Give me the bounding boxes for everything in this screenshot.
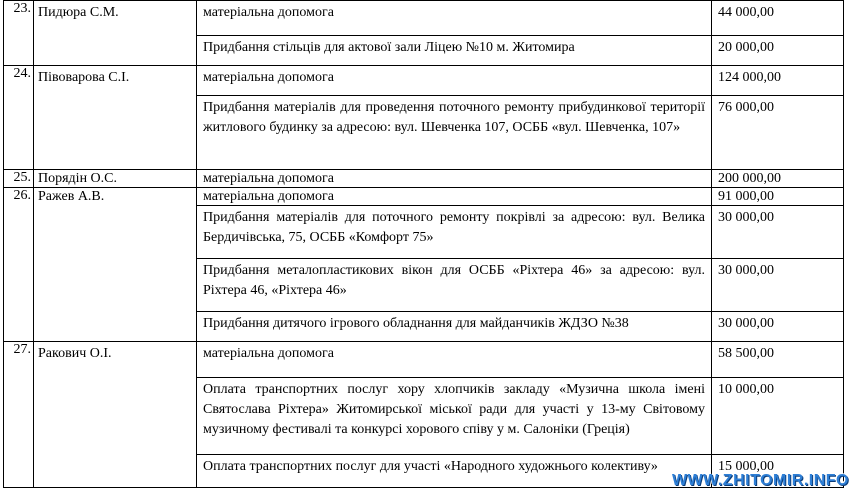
recipient-name: Ражев А.В. [34,188,197,342]
purpose-text: Придбання металопластикових вікон для ОСББ «Ріхтера 46» за адресою: вул. Ріхтера 46, «Ріхтера 46» [197,258,711,311]
amount-value: 10 000,00 [712,377,843,454]
table-row [4,66,844,170]
purpose-text: матеріальна допомога [203,5,334,20]
amount-value: 30 000,00 [712,311,843,341]
recipient-name: Ракович О.І. [34,342,197,488]
amount-value: 20 000,00 [712,35,843,65]
amount-cell [712,342,844,488]
table-row [4,170,844,188]
purpose-text: Придбання дитячого ігрового обладнання для майданчиків ЖДЗО №38 [197,311,711,341]
amount-value: 15 000,00 [712,454,843,487]
table-row [4,342,844,488]
row-number: 27. [4,342,34,488]
purpose-text: Придбання матеріалів для поточного ремонту покрівлі за адресою: вул. Велика Бердичівська, 75, ОСББ «Комфорт 75» [197,205,711,258]
amount-cell [712,188,844,342]
row-number: 24. [4,66,34,170]
amount-value: 91 000,00 [718,189,774,204]
purpose-text: Придбання стільців для актової зали Ліцею №10 м. Житомира [197,35,711,65]
table-row [4,188,844,342]
recipient-name: Порядін О.С. [34,170,197,188]
purpose-cell [197,170,712,188]
recipient-name: Пидюра С.М. [34,1,197,66]
site-watermark: WWW.ZHITOMIR.INFO [671,472,849,489]
purpose-cell [197,342,712,488]
purpose-text: Оплата транспортних послуг хору хлопчиків закладу «Музична школа імені Святослава Ріхтера» Житомирської міської ради для участі у 13-му Світовому музичному фестивалі та конкурсі хорового співу у м. Салоніки (Греція) [197,377,711,454]
purpose-text: матеріальна допомога [203,346,334,361]
amount-cell [712,66,844,170]
purpose-text: матеріальна допомога [203,70,334,85]
purpose-text: Придбання матеріалів для проведення поточного ремонту прибудинкової території житлового будинку за адресою: вул. Шевченка 107, ОСББ «вул. Шевченка, 107» [197,95,711,169]
amount-cell [712,1,844,66]
amount-value: 76 000,00 [712,95,843,169]
row-number: 23. [4,1,34,66]
row-number: 25. [4,170,34,188]
purpose-cell [197,1,712,66]
purpose-cell [197,188,712,342]
amount-value: 30 000,00 [712,205,843,258]
purpose-text: Оплата транспортних послуг для участі «Народного художнього колективу» [197,454,711,487]
amount-value: 58 500,00 [718,346,774,361]
amount-value: 44 000,00 [718,5,774,20]
amount-value: 30 000,00 [712,258,843,311]
purpose-text: матеріальна допомога [203,171,334,186]
table-row [4,1,844,66]
amount-cell [712,170,844,188]
purpose-cell [197,66,712,170]
amount-value: 200 000,00 [718,171,781,186]
row-number: 26. [4,188,34,342]
recipient-name: Півоварова С.І. [34,66,197,170]
purpose-text: матеріальна допомога [203,189,334,204]
funding-table [3,0,844,488]
amount-value: 124 000,00 [718,70,781,85]
